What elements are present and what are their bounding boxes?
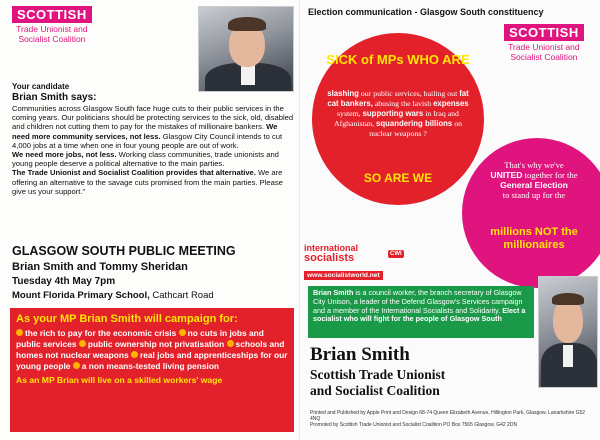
cwi-badge: CWI (390, 251, 402, 257)
imprint: Printed and Published by Apple Print and Design 68-74 Queen Elizabeth Avenue, Hillington Park, Glasgow, Lanarkshire G52 4NQ Promoted by Scottish Trade Unionist and Socialist Coalition PO Box 7565 Glasgow, G42 2DN (310, 410, 586, 428)
logo-line-2: Socialist Coalition (510, 52, 578, 62)
meeting-venue: Mount Florida Primary School, Cathcart Road (12, 290, 214, 301)
tusc-logo (504, 24, 584, 62)
socialistworld-url: www.socialistworld.net (304, 271, 383, 280)
bullet-icon (227, 340, 234, 347)
grievances-text: slashing our public services, bailing out fat cat bankers, abusing the lavish expenses system, supporting wars in Iraq and Afghanistan, squandering billions on nuclear weapons ? (327, 89, 469, 138)
candidate-photo-small (538, 276, 598, 388)
candidate-bio: Brian Smith is a council worker, the branch secretary of Glasgow City Unison, a leader of the Defend Glasgow's Services campaign and a member of the International Socialists and Solidarity. Elect a socialist who will fight for the people of Glasgow South (308, 286, 534, 338)
so-are-we: SO ARE WE (363, 171, 433, 185)
candidate-says: Brian Smith says: (12, 92, 97, 103)
campaign-heading: As your MP Brian Smith will campaign for: (16, 313, 238, 325)
logo-title: SCOTTISH (504, 24, 584, 41)
tusc-logo (12, 6, 92, 44)
intro-text: Communities across Glasgow South face huge cuts to their public services in the coming years. Our politicians should be protecting services to the sick, old, disabled and children not cutting them to pay for the mistakes of millionaire bankers. We need more community services, not less. Glasgow City Council intends to cut 4,000 jobs at a time when one in four young people are out of work. We need more jobs, not less. Working class communities, trade unionists and young people deserve a political alternative to the main parties. The Trade Unionist and Socialist Coalition provides that alternative. We are offering an alternative to the savage cuts promised from the main parties. Please give us your support." (12, 104, 294, 196)
logo-line-1: Trade Unionist and (508, 42, 580, 52)
millions-slogan: millions NOT the millionaires (490, 226, 578, 251)
meeting-speakers: Brian Smith and Tommy Sheridan (12, 261, 188, 273)
is-logo-line-1: international (304, 243, 359, 253)
election-heading: Election communication - Glasgow South constituency (308, 7, 544, 17)
bullet-icon (73, 362, 80, 369)
logo-line-2: Socialist Coalition (18, 34, 86, 44)
red-circle (312, 33, 484, 205)
bullet-icon (179, 329, 186, 336)
pink-circle (462, 138, 600, 288)
meeting-date: Tuesday 4th May 7pm (12, 276, 116, 287)
is-logo-line-2: socialists (304, 252, 355, 264)
campaign-points: the rich to pay for the economic crisis no cuts in jobs and public services public ownership not privatisation schools and homes not nuclear weapons real jobs and apprenticeships for our young people a non means-tested living pension (16, 328, 288, 371)
meeting-title: GLASGOW SOUTH PUBLIC MEETING (12, 244, 236, 258)
united-text: That's why we've UNITED together for the General Election to stand up for the (490, 160, 578, 200)
bullet-icon (79, 340, 86, 347)
campaign-footer: As an MP Brian will live on a skilled workers' wage (16, 375, 223, 385)
logo-title: SCOTTISH (12, 6, 92, 23)
right-page (300, 0, 600, 440)
campaign-box (10, 308, 294, 432)
bullet-icon (131, 351, 138, 358)
sick-of-mps: SICK of MPs WHO ARE (326, 52, 470, 67)
candidate-label: Your candidate (12, 82, 70, 91)
candidate-name: Brian Smith (310, 344, 410, 365)
bullet-icon (16, 329, 23, 336)
logo-line-1: Trade Unionist and (16, 24, 88, 34)
candidate-photo (198, 6, 294, 92)
party-name: Scottish Trade Unionist and Socialist Coalition (310, 367, 446, 398)
international-socialists-logo (304, 244, 424, 282)
